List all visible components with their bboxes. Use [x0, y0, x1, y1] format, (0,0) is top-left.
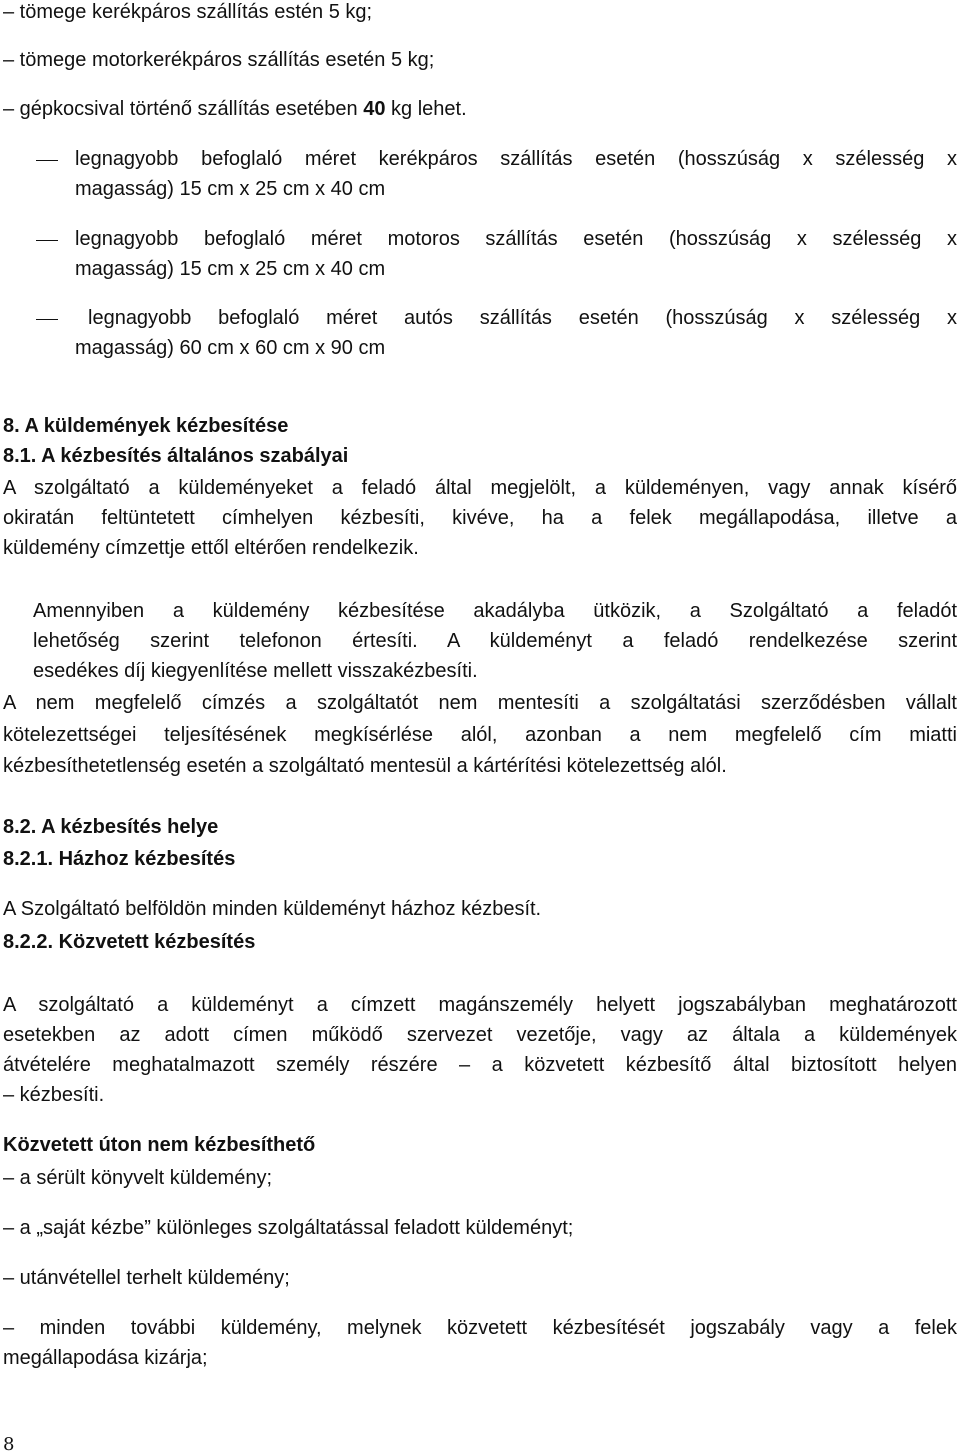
list-item-weight-motorcycle: – tömege motorkerékpáros szállítás esetén 5 kg; — [3, 49, 435, 71]
weight-value: 40 — [363, 98, 386, 120]
paragraph-line: Amennyiben a küldemény kézbesítése akadályba ütközik, a Szolgáltató a feladót — [33, 600, 957, 622]
list-heading: Közvetett úton nem kézbesíthető — [3, 1134, 316, 1156]
list-item-weight-bicycle: – tömege kerékpáros szállítás estén 5 kg; — [3, 1, 373, 23]
section-heading: 8. A küldemények kézbesítése — [3, 415, 289, 437]
paragraph-line: A szolgáltató a küldeményeket a feladó által megjelölt, a küldeményen, vagy annak kísérő — [3, 477, 957, 499]
paragraph-line: kézbesíthetetlenség esetén a szolgáltató mentesül a kártérítési kötelezettség alól. — [3, 755, 727, 777]
list-item: – utánvétellel terhelt küldemény; — [3, 1267, 290, 1289]
subsection-heading: 8.2. A kézbesítés helye — [3, 816, 219, 838]
size-item-motor-line1: legnagyobb befoglaló méret motoros szállítás esetén (hosszúság x szélesség x — [75, 228, 957, 250]
paragraph-line: átvételére meghatalmazott személy részére – a közvetett kézbesítő által biztosított helyen — [3, 1054, 957, 1076]
paragraph-line: esedékes díj kiegyenlítése mellett visszakézbesíti. — [33, 660, 478, 682]
paragraph-line: A nem megfelelő címzés a szolgáltatót nem mentesíti a szolgáltatási szerződésben vállalt — [3, 692, 957, 714]
size-item-car-line2: magasság) 60 cm x 60 cm x 90 cm — [75, 337, 386, 359]
subsection-heading: 8.2.2. Közvetett kézbesítés — [3, 931, 256, 953]
paragraph-line: A Szolgáltató belföldön minden küldeményt házhoz kézbesít. — [3, 898, 542, 920]
size-item-car-line1: legnagyobb befoglaló méret autós szállítás esetén (hosszúság x szélesség x — [88, 307, 957, 329]
list-item-continuation: megállapodása kizárja; — [3, 1347, 208, 1369]
paragraph-line: küldemény címzettje ettől eltérően rendelkezik. — [3, 537, 419, 559]
size-item-bicycle-line2: magasság) 15 cm x 25 cm x 40 cm — [75, 178, 386, 200]
paragraph-line: A szolgáltató a küldeményt a címzett magánszemély helyett jogszabályban meghatározott — [3, 994, 957, 1016]
page-number: 8 — [3, 1434, 15, 1455]
paragraph-line: kötelezettségei teljesítésének megkísérlése alól, azonban a nem megfelelő cím miatti — [3, 724, 957, 746]
list-item: – minden további küldemény, melynek közvetett kézbesítését jogszabály vagy a felek — [3, 1317, 957, 1339]
subsection-heading: 8.2.1. Házhoz kézbesítés — [3, 848, 236, 870]
list-item: – a sérült könyvelt küldemény; — [3, 1167, 273, 1189]
paragraph-line: lehetőség szerint telefonon értesíti. A küldeményt a feladó rendelkezése szerint — [33, 630, 957, 652]
size-item-motor-line2: magasság) 15 cm x 25 cm x 40 cm — [75, 258, 386, 280]
subsection-heading: 8.1. A kézbesítés általános szabályai — [3, 445, 349, 467]
paragraph-line: – kézbesíti. — [3, 1084, 105, 1106]
paragraph-line: esetekben az adott címen működő szervezet vezetője, vagy az általa a küldemények — [3, 1024, 957, 1046]
dash-bullet — [36, 319, 58, 320]
list-item: – a „saját kézbe” különleges szolgáltatással feladott küldeményt; — [3, 1217, 574, 1239]
paragraph-line: okiratán feltüntetett címhelyen kézbesíti, kivéve, ha a felek megállapodása, illetve a — [3, 507, 957, 529]
size-item-bicycle-line1: legnagyobb befoglaló méret kerékpáros szállítás esetén (hosszúság x szélesség x — [75, 148, 957, 170]
dash-bullet — [36, 160, 58, 161]
dash-bullet — [36, 240, 58, 241]
list-item-weight-car: – gépkocsival történő szállítás esetében 40 kg lehet. — [3, 98, 467, 120]
